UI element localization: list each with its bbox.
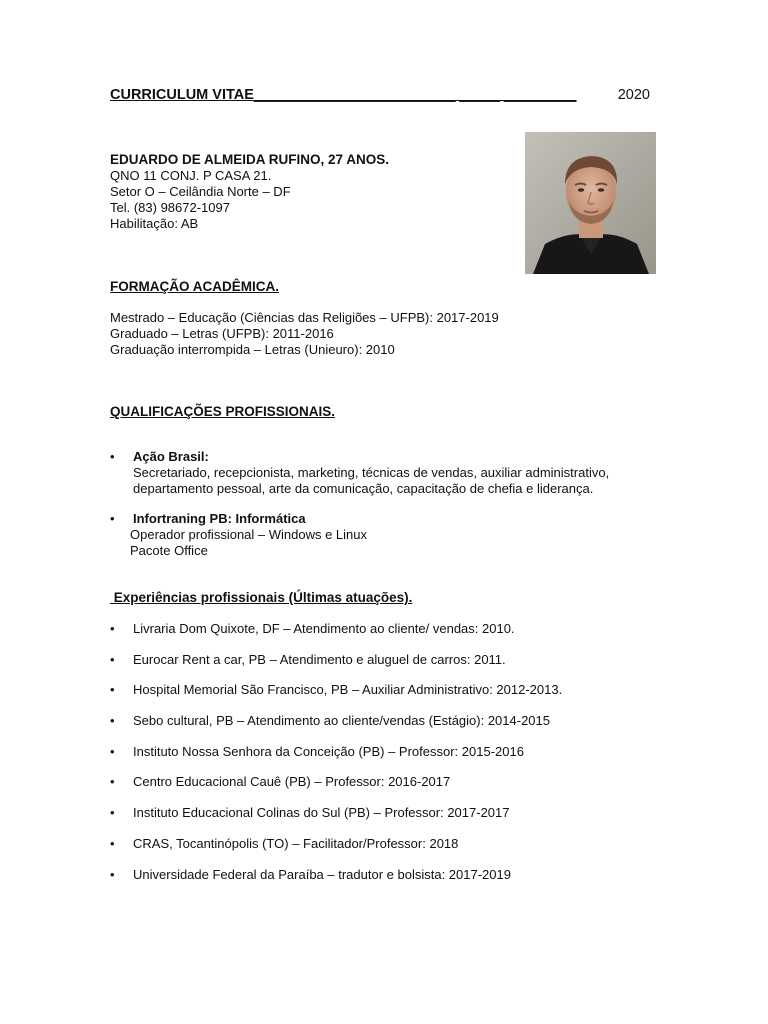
qualification-acao-brasil [110, 449, 609, 497]
qualification-detail: Operador profissional – Windows e Linux [130, 527, 368, 542]
experience-text: Centro Educacional Cauê (PB) – Professor: 2016-2017 [133, 774, 451, 790]
bullet-marker: • [110, 511, 115, 526]
qualifications-title: QUALIFICAÇÕES PROFISSIONAIS. [110, 404, 336, 419]
experience-text: Eurocar Rent a car, PB – Atendimento e aluguel de carros: 2011. [133, 651, 506, 667]
license-line: Habilitação: AB [110, 216, 199, 231]
bullet-marker: • [110, 682, 115, 698]
experience-item [110, 744, 562, 775]
education-title: FORMAÇÃO ACADÊMICA. [110, 279, 279, 294]
education-item: Mestrado – Educação (Ciências das Religiões – UFPB): 2017-2019 [110, 310, 499, 325]
experience-item [110, 682, 562, 713]
experience-text: Hospital Memorial São Francisco, PB – Auxiliar Administrativo: 2012-2013. [133, 682, 563, 698]
experience-text: Sebo cultural, PB – Atendimento ao cliente/vendas (Estágio): 2014-2015 [133, 713, 550, 729]
education-item: Graduação interrompida – Letras (Unieuro): 2010 [110, 342, 395, 357]
experience-item [110, 652, 562, 683]
bullet-marker: • [110, 835, 115, 851]
qualification-head: Infortraning PB: Informática [133, 511, 306, 526]
experience-item [110, 836, 562, 867]
experience-text: Universidade Federal da Paraíba – tradutor e bolsista: 2017-2019 [133, 866, 511, 882]
qualification-detail: Pacote Office [130, 543, 208, 558]
contact-block [110, 168, 291, 232]
education-item: Graduado – Letras (UFPB): 2011-2016 [110, 326, 334, 341]
experience-title: Experiências profissionais (Últimas atuações). [110, 590, 413, 605]
experience-text: Instituto Educacional Colinas do Sul (PB) – Professor: 2017-2017 [133, 805, 510, 821]
phone-line: Tel. (83) 98672-1097 [110, 200, 230, 215]
bullet-marker: • [110, 651, 115, 667]
qualification-head: Ação Brasil: [133, 449, 209, 464]
experience-item [110, 867, 562, 898]
qualification-detail-row [110, 465, 609, 497]
education-list [110, 310, 499, 358]
experience-text: Livraria Dom Quixote, DF – Atendimento ao cliente/ vendas: 2010. [133, 621, 515, 636]
cv-title: CURRICULUM VITAE [110, 87, 254, 103]
qualification-detail: departamento pessoal, arte da comunicação, capacitação de chefia e liderança. [133, 481, 594, 496]
profile-photo [525, 132, 656, 274]
title-underline-fill: _________________________ _____ _________ [253, 87, 577, 103]
experience-list [110, 621, 562, 897]
experience-item [110, 713, 562, 744]
bullet-marker: • [110, 743, 115, 759]
bullet-marker: • [110, 621, 115, 636]
bullet-marker: • [110, 713, 115, 729]
experience-text: CRAS, Tocantinópolis (TO) – Facilitador/Professor: 2018 [133, 835, 459, 851]
bullet-marker: • [110, 449, 115, 464]
qualification-detail: Secretariado, recepcionista, marketing, técnicas de vendas, auxiliar administrativo, [133, 465, 610, 480]
qualification-detail-row [110, 527, 367, 559]
bullet-marker: • [110, 774, 115, 790]
experience-item [110, 774, 562, 805]
bullet-marker: • [110, 805, 115, 821]
qualification-heading-row [110, 449, 609, 465]
bullet-marker: • [110, 866, 115, 882]
candidate-name: EDUARDO DE ALMEIDA RUFINO, 27 ANOS. [110, 152, 390, 167]
qualification-infortraning [110, 511, 367, 559]
experience-text: Instituto Nossa Senhora da Conceição (PB) – Professor: 2015-2016 [133, 743, 524, 759]
experience-item [110, 621, 562, 652]
experience-item [110, 805, 562, 836]
cv-title-line [110, 87, 650, 103]
address-line-2: Setor O – Ceilândia Norte – DF [110, 184, 291, 199]
address-line-1: QNO 11 CONJ. P CASA 21. [110, 168, 272, 183]
cv-year: 2020 [617, 87, 650, 103]
qualification-heading-row [110, 511, 367, 527]
